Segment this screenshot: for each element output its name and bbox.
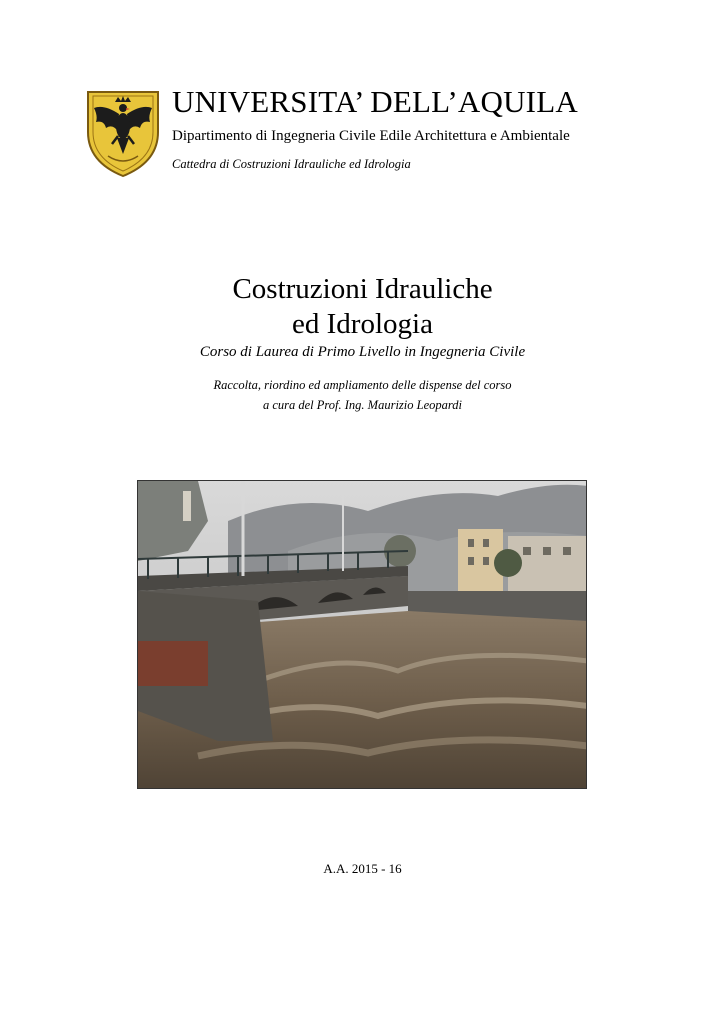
cover-photo (137, 480, 587, 789)
document-title-line-1: Costruzioni Idrauliche (232, 273, 493, 305)
compilation-note: Raccolta, riordino ed ampliamento delle dispense del corso (213, 378, 512, 392)
author-note: a cura del Prof. Ing. Maurizio Leopardi (262, 398, 463, 412)
document-title-line-2: ed Idrologia (292, 308, 433, 340)
university-name: UNIVERSITA’ DELL’AQUILA (172, 84, 578, 119)
flood-bridge-illustration (138, 481, 587, 789)
chair-name: Cattedra di Costruzioni Idrauliche ed Idrologia (172, 157, 411, 171)
department-name: Dipartimento di Ingegneria Civile Edile Architettura e Ambientale (172, 128, 570, 144)
course-subtitle: Corso di Laurea di Primo Livello in Ingegneria Civile (199, 344, 526, 360)
academic-year: A.A. 2015 - 16 (323, 861, 402, 876)
university-crest-icon (84, 86, 162, 178)
